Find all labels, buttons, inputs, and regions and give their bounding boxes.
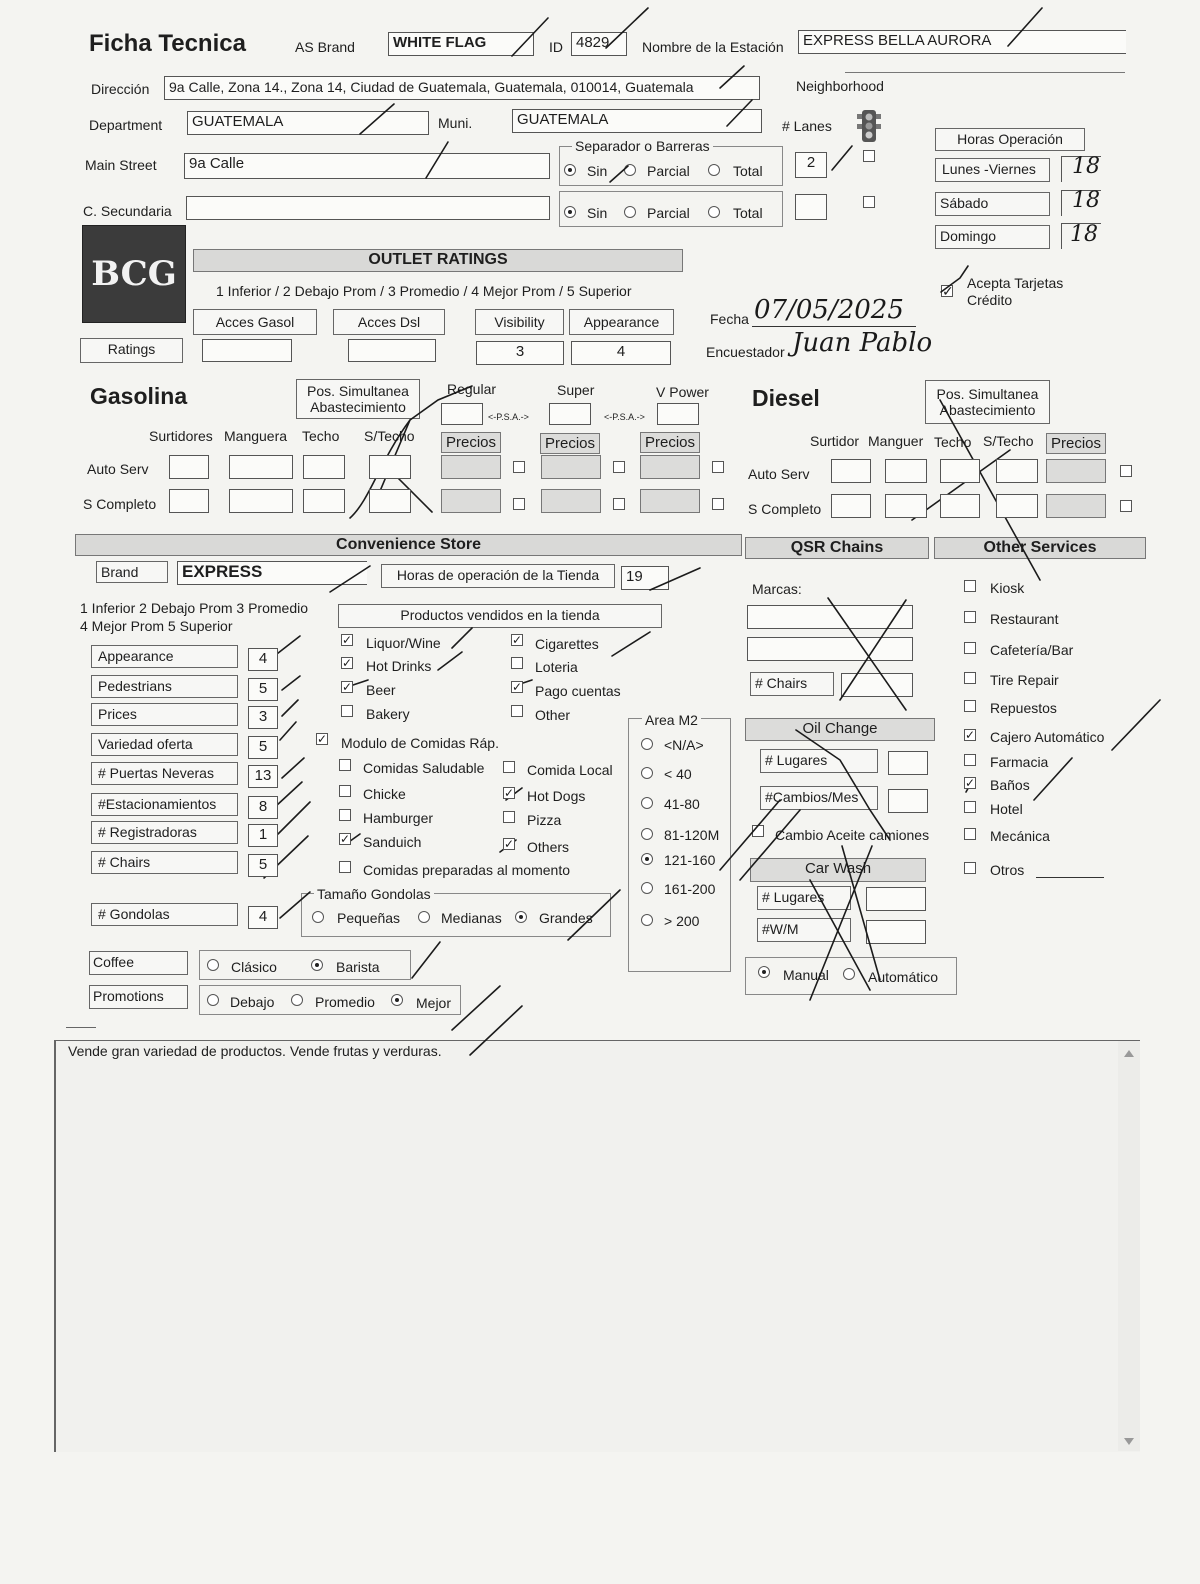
- metric-registradoras-field[interactable]: 1: [248, 824, 278, 847]
- rating-acces-gasol-label: Acces Gasol: [193, 309, 317, 335]
- food-pizza-label: Pizza: [527, 812, 562, 828]
- coffee-barista-label: Barista: [336, 959, 380, 975]
- hours-sunday-value: 18: [1070, 222, 1098, 247]
- hours-title: Horas Operación: [935, 128, 1085, 151]
- diesel-col-surtidor: Surtidor: [810, 433, 860, 449]
- diesel-autoserv-precio-field[interactable]: [1046, 459, 1106, 483]
- hours-weekday-label: Lunes -Viernes: [935, 158, 1050, 182]
- area-option-4-label: 81-120M: [664, 827, 720, 843]
- hours-saturday-value: 18: [1072, 188, 1100, 213]
- gas-autoserv-precio-2-checkbox[interactable]: [613, 461, 625, 473]
- metric-appearance-label: Appearance: [91, 645, 238, 668]
- service-cajero-autom-tico-label: Cajero Automático: [990, 729, 1105, 745]
- service-kiosk-checkbox[interactable]: [964, 580, 976, 592]
- col-stecho: S/Techo: [364, 428, 415, 444]
- fuel-super-label: Super: [557, 382, 595, 398]
- diesel-autoserv-col-4-field[interactable]: [996, 459, 1038, 483]
- cs-hours-field[interactable]: 19: [621, 566, 669, 590]
- gas-autoserv-precio-1-checkbox[interactable]: [513, 461, 525, 473]
- car-wash-title: Car Wash: [750, 858, 926, 882]
- food-pizza-checkbox[interactable]: [503, 811, 515, 823]
- hours-saturday-label: Sábado: [935, 192, 1050, 216]
- cw-wm-label: #W/M: [757, 918, 851, 942]
- service-tire-repair-label: Tire Repair: [990, 672, 1059, 688]
- metric-pedestrians-label: Pedestrians: [91, 675, 238, 698]
- area-option-7-radio[interactable]: [641, 914, 653, 926]
- area-option-6-radio[interactable]: [641, 882, 653, 894]
- hours-sunday-label: Domingo: [935, 225, 1050, 249]
- food-hot-dogs-label: Hot Dogs: [527, 788, 586, 804]
- neighborhood-label: Neighborhood: [796, 78, 884, 94]
- bcg-logo: BCG: [82, 225, 186, 323]
- qsr-chairs-label: # Chairs: [750, 672, 834, 696]
- gas-scompleto-col-3-field[interactable]: [303, 489, 345, 513]
- marcas-label: Marcas:: [752, 581, 802, 597]
- cs-hours-label: Horas de operación de la Tienda: [381, 564, 615, 588]
- product-loteria-checkbox[interactable]: [511, 657, 523, 669]
- diesel-autoserv-col-2-field[interactable]: [885, 459, 927, 483]
- gas-autoserv-label: Auto Serv: [87, 461, 149, 477]
- area-option-7-label: > 200: [664, 913, 700, 929]
- rating-appearance-field[interactable]: 4: [571, 341, 671, 365]
- metric-variedad-oferta-label: Variedad oferta: [91, 733, 238, 756]
- diesel-scompleto-precio-field[interactable]: [1046, 494, 1106, 518]
- food-sanduich-checkbox[interactable]: ✓: [340, 832, 351, 846]
- service-kiosk-label: Kiosk: [990, 580, 1025, 596]
- brand-label: AS Brand: [295, 39, 355, 55]
- gondola-grandes-label: Grandes: [539, 910, 593, 926]
- rating-appearance-label: Appearance: [569, 309, 674, 335]
- gas-scompleto-label: S Completo: [83, 496, 157, 512]
- gas-autoserv-precio-3-field[interactable]: [640, 455, 700, 479]
- service-mec-nica-label: Mecánica: [990, 828, 1050, 844]
- psa-label-2: <-P.S.A.->: [604, 412, 645, 422]
- gas-scompleto-precio-3-checkbox[interactable]: [712, 498, 724, 510]
- id-field[interactable]: 4829: [571, 32, 627, 56]
- area-option-3-radio[interactable]: [641, 797, 653, 809]
- modulo-checkbox[interactable]: ✓: [317, 732, 328, 746]
- area-option-1-label: <N/A>: [664, 737, 704, 753]
- oil-lugares-label: # Lugares: [760, 749, 878, 773]
- cambio-camiones-label: Cambio Aceite camiones: [775, 827, 930, 843]
- gas-scompleto-precio-2-field[interactable]: [541, 489, 601, 513]
- metric-estacionamientos-field[interactable]: 8: [248, 796, 278, 819]
- service-cafeter-a-bar-checkbox[interactable]: [964, 642, 976, 654]
- cs-brand-field[interactable]: EXPRESS: [177, 561, 367, 585]
- area-option-4-radio[interactable]: [641, 828, 653, 840]
- encuestador-label: Encuestador: [706, 344, 785, 360]
- food-comida-local-checkbox[interactable]: [503, 761, 515, 773]
- product-bakery-label: Bakery: [366, 706, 410, 722]
- gasolina-title: Gasolina: [90, 383, 188, 409]
- product-bakery-checkbox[interactable]: [341, 705, 353, 717]
- product-pago-cuentas-checkbox[interactable]: ✓: [512, 680, 523, 694]
- service-hotel-label: Hotel: [990, 801, 1023, 817]
- promotions-label: Promotions: [89, 985, 188, 1009]
- food-chicke-checkbox[interactable]: [339, 785, 351, 797]
- rating-visibility-field[interactable]: 3: [476, 341, 564, 365]
- gas-scompleto-precio-3-field[interactable]: [640, 489, 700, 513]
- ratings-label: Ratings: [80, 338, 183, 363]
- diesel-scompleto-label: S Completo: [748, 501, 822, 517]
- oil-change-title: Oil Change: [745, 718, 935, 741]
- modulo-label: Modulo de Comidas Ráp.: [341, 735, 499, 751]
- col-manguera: Manguera: [224, 428, 288, 444]
- metric-gondolas-field[interactable]: 4: [248, 906, 278, 929]
- product-liquor-wine-label: Liquor/Wine: [366, 635, 441, 651]
- other-services-title: Other Services: [934, 537, 1146, 559]
- gasolina-pos-label: Pos. Simultanea Abastecimiento: [296, 379, 420, 419]
- food-hot-dogs-checkbox[interactable]: ✓: [504, 786, 515, 800]
- diesel-scompleto-precio-checkbox[interactable]: [1120, 500, 1132, 512]
- lanes-field[interactable]: 2: [795, 152, 827, 178]
- qsr-chains-title: QSR Chains: [745, 537, 929, 559]
- diesel-autoserv-col-3-field[interactable]: [940, 459, 980, 483]
- separador-parcial-label: Parcial: [647, 163, 690, 179]
- service-tire-repair-checkbox[interactable]: [964, 672, 976, 684]
- gas-scompleto-precio-2-checkbox[interactable]: [613, 498, 625, 510]
- col-techo: Techo: [302, 428, 340, 444]
- food-comidas-saludable-label: Comidas Saludable: [363, 760, 485, 776]
- food-hamburger-label: Hamburger: [363, 810, 434, 826]
- separador-total-label: Total: [733, 163, 763, 179]
- gondola-medianas-label: Medianas: [441, 910, 502, 926]
- service-otros-label: Otros: [990, 862, 1025, 878]
- diesel-pos-label: Pos. Simultanea Abastecimiento: [925, 380, 1050, 424]
- encuestador-value: Juan Pablo: [792, 328, 933, 358]
- gas-scompleto-col-4-field[interactable]: [369, 489, 411, 513]
- separador2-total-label: Total: [733, 205, 763, 221]
- diesel-autoserv-label: Auto Serv: [748, 466, 810, 482]
- service-restaurant-checkbox[interactable]: [964, 611, 976, 623]
- food-comidas-preparadas-al-momento-label: Comidas preparadas al momento: [363, 862, 570, 878]
- lanes-label: # Lanes: [782, 118, 832, 134]
- service-farmacia-label: Farmacia: [990, 754, 1049, 770]
- product-cigarettes-label: Cigarettes: [535, 636, 599, 652]
- gas-scompleto-precio-1-checkbox[interactable]: [513, 498, 525, 510]
- fuel-vpower-label: V Power: [656, 384, 709, 400]
- food-sanduich-label: Sanduich: [363, 834, 422, 850]
- rating-visibility-label: Visibility: [475, 309, 564, 335]
- product-pago-cuentas-label: Pago cuentas: [535, 683, 621, 699]
- convenience-store-title: Convenience Store: [75, 534, 742, 556]
- gondolas-title: Tamaño Gondolas: [314, 885, 434, 903]
- secundaria-label: C. Secundaria: [83, 203, 172, 219]
- gas-autoserv-col-3-field[interactable]: [303, 455, 345, 479]
- area-option-3-label: 41-80: [664, 796, 700, 812]
- direccion-field[interactable]: 9a Calle, Zona 14., Zona 14, Ciudad de Guatemala, Guatemala, 010014, Guatemala: [164, 76, 760, 100]
- gas-scompleto-col-2-field[interactable]: [229, 489, 293, 513]
- main-street-label: Main Street: [85, 157, 157, 173]
- product-loteria-label: Loteria: [535, 659, 578, 675]
- diesel-col-manguer: Manguer: [868, 433, 924, 449]
- brand-field[interactable]: WHITE FLAG: [388, 32, 534, 56]
- separador-sin-label: Sin: [587, 163, 608, 179]
- separador-title: Separador o Barreras: [572, 137, 713, 155]
- station-name-field[interactable]: EXPRESS BELLA AURORA: [798, 30, 1126, 54]
- diesel-col-stecho: S/Techo: [983, 433, 1034, 449]
- cs-brand-label: Brand: [96, 561, 168, 583]
- gas-scompleto-precio-1-field[interactable]: [441, 489, 501, 513]
- service-hotel-checkbox[interactable]: [964, 801, 976, 813]
- separador2-parcial-label: Parcial: [647, 205, 690, 221]
- product-hot-drinks-checkbox[interactable]: ✓: [342, 656, 353, 670]
- gas-scompleto-col-1-field[interactable]: [169, 489, 209, 513]
- product-hot-drinks-label: Hot Drinks: [366, 658, 432, 674]
- diesel-scompleto-col-3-field[interactable]: [940, 494, 980, 518]
- metric-estacionamientos-label: #Estacionamientos: [91, 793, 238, 816]
- fuel-regular-label: Regular: [447, 381, 497, 397]
- products-title: Productos vendidos en la tienda: [338, 604, 662, 628]
- diesel-col-techo: Techo: [934, 434, 972, 450]
- product-liquor-wine-checkbox[interactable]: ✓: [342, 633, 353, 647]
- main-street-field[interactable]: 9a Calle: [184, 153, 550, 179]
- promo-promedio-label: Promedio: [315, 994, 375, 1010]
- gas-precios-regular: Precios: [441, 432, 501, 453]
- metric-chairs-label: # Chairs: [91, 851, 238, 874]
- service-ba-os-label: Baños: [990, 777, 1030, 793]
- tarjetas-checkbox[interactable]: ✓: [942, 283, 954, 299]
- coffee-label: Coffee: [89, 951, 188, 975]
- department-field[interactable]: GUATEMALA: [187, 111, 429, 135]
- fecha-value: 07/05/2025: [754, 295, 904, 325]
- gas-autoserv-col-4-field[interactable]: [369, 455, 411, 479]
- gas-autoserv-precio-1-field[interactable]: [441, 455, 501, 479]
- gas-autoserv-precio-3-checkbox[interactable]: [712, 461, 724, 473]
- separador2-sin-label: Sin: [587, 205, 608, 221]
- service-cafeter-a-bar-label: Cafetería/Bar: [990, 642, 1074, 658]
- diesel-scompleto-col-1-field[interactable]: [831, 494, 871, 518]
- service-otros-checkbox[interactable]: [964, 862, 976, 874]
- department-label: Department: [89, 117, 163, 133]
- product-other-label: Other: [535, 707, 571, 723]
- coffee-clasico-label: Clásico: [231, 959, 277, 975]
- metric-registradoras-label: # Registradoras: [91, 821, 238, 844]
- metric-prices-field[interactable]: 3: [248, 706, 278, 729]
- diesel-precios: Precios: [1046, 433, 1106, 454]
- food-others-label: Others: [527, 839, 570, 855]
- area-option-6-label: 161-200: [664, 881, 716, 897]
- muni-field[interactable]: GUATEMALA: [512, 109, 762, 133]
- diesel-scompleto-col-4-field[interactable]: [996, 494, 1038, 518]
- fecha-label: Fecha: [710, 311, 749, 327]
- cs-scale-line2: 4 Mejor Prom 5 Superior: [80, 618, 233, 634]
- gas-autoserv-col-1-field[interactable]: [169, 455, 209, 479]
- form-title: Ficha Tecnica: [89, 30, 246, 57]
- diesel-autoserv-col-1-field[interactable]: [831, 459, 871, 483]
- service-repuestos-label: Repuestos: [990, 700, 1057, 716]
- outlet-ratings-scale: 1 Inferior / 2 Debajo Prom / 3 Promedio / 4 Mejor Prom / 5 Superior: [216, 283, 632, 299]
- diesel-scompleto-col-2-field[interactable]: [885, 494, 927, 518]
- area-option-2-radio[interactable]: [641, 767, 653, 779]
- cw-manual-label: Manual: [783, 967, 829, 983]
- cw-lugares-label: # Lugares: [757, 886, 851, 910]
- metric-gondolas-label: # Gondolas: [91, 903, 238, 926]
- service-cajero-autom-tico-checkbox[interactable]: ✓: [965, 728, 976, 742]
- promo-mejor-label: Mejor: [416, 995, 452, 1011]
- metric-appearance-field[interactable]: 4: [248, 648, 278, 671]
- service-ba-os-checkbox[interactable]: ✓: [965, 776, 976, 790]
- metric-chairs-field[interactable]: 5: [248, 854, 278, 877]
- metric-prices-label: Prices: [91, 703, 238, 726]
- service-repuestos-checkbox[interactable]: [964, 700, 976, 712]
- cw-automatico-label: Automático: [868, 969, 939, 985]
- metric-puertas-neveras-label: # Puertas Neveras: [91, 762, 238, 785]
- hours-weekday-value: 18: [1072, 154, 1100, 179]
- gas-autoserv-precio-2-field[interactable]: [541, 455, 601, 479]
- metric-puertas-neveras-field[interactable]: 13: [248, 765, 278, 788]
- metric-pedestrians-field[interactable]: 5: [248, 678, 278, 701]
- food-others-checkbox[interactable]: ✓: [504, 837, 515, 851]
- col-surtidores: Surtidores: [149, 428, 213, 444]
- comments-text: Vende gran variedad de productos. Vende frutas y verduras.: [68, 1043, 442, 1059]
- diesel-autoserv-precio-checkbox[interactable]: [1120, 465, 1132, 477]
- area-option-1-radio[interactable]: [641, 738, 653, 750]
- food-comida-local-label: Comida Local: [527, 762, 613, 778]
- gas-precios-super: Precios: [540, 433, 600, 454]
- gondola-pequenas-label: Pequeñas: [337, 910, 401, 926]
- rating-acces-dsl-label: Acces Dsl: [333, 309, 445, 335]
- area-option-5-label: 121-160: [664, 852, 716, 868]
- food-chicke-label: Chicke: [363, 786, 406, 802]
- metric-variedad-oferta-field[interactable]: 5: [248, 736, 278, 759]
- area-option-5-radio[interactable]: [641, 853, 653, 865]
- oil-cambios-label: #Cambios/Mes: [760, 786, 878, 810]
- product-cigarettes-checkbox[interactable]: ✓: [512, 633, 523, 647]
- diesel-title: Diesel: [752, 385, 820, 411]
- cs-scale-line1: 1 Inferior 2 Debajo Prom 3 Promedio: [80, 600, 308, 616]
- product-beer-checkbox[interactable]: ✓: [342, 680, 353, 694]
- promo-debajo-label: Debajo: [230, 994, 275, 1010]
- product-beer-label: Beer: [366, 682, 396, 698]
- area-title: Area M2: [642, 711, 701, 729]
- gas-precios-vpower: Precios: [640, 432, 700, 453]
- outlet-ratings-title: OUTLET RATINGS: [193, 249, 683, 272]
- food-comidas-saludable-checkbox[interactable]: [339, 759, 351, 771]
- area-option-2-label: < 40: [664, 766, 692, 782]
- tarjetas-label: Acepta Tarjetas Crédito: [967, 275, 1064, 308]
- direccion-label: Dirección: [91, 81, 150, 97]
- product-other-checkbox[interactable]: [511, 705, 523, 717]
- service-farmacia-checkbox[interactable]: [964, 754, 976, 766]
- station-name-label: Nombre de la Estación: [642, 39, 784, 55]
- service-restaurant-label: Restaurant: [990, 611, 1059, 627]
- food-hamburger-checkbox[interactable]: [339, 809, 351, 821]
- psa-label-1: <-P.S.A.->: [488, 412, 529, 422]
- muni-label: Muni.: [438, 115, 473, 131]
- food-comidas-preparadas-al-momento-checkbox[interactable]: [339, 861, 351, 873]
- gas-autoserv-col-2-field[interactable]: [229, 455, 293, 479]
- service-mec-nica-checkbox[interactable]: [964, 828, 976, 840]
- id-label: ID: [549, 39, 563, 55]
